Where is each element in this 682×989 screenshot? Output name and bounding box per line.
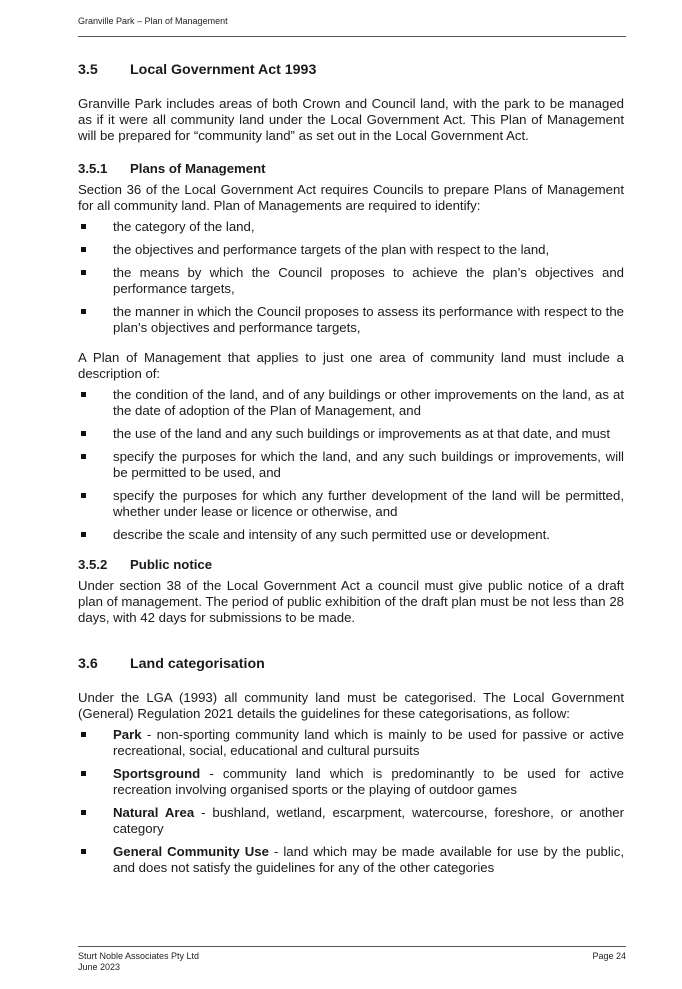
section-title: Land categorisation <box>130 656 265 672</box>
category-term: General Community Use <box>113 844 269 859</box>
list-item: the means by which the Council proposes to achieve the plan’s objectives and performance targets, <box>78 265 624 297</box>
section-number: 3.5.1 <box>78 161 108 176</box>
bullet-icon <box>81 270 86 275</box>
page-footer <box>78 946 626 973</box>
bullet-icon <box>81 454 86 459</box>
list-item: the manner in which the Council proposes to assess its performance with respect to the plan’s objectives and performance targets, <box>78 304 624 336</box>
section-3-5-1-heading <box>78 161 624 177</box>
section-number: 3.5.2 <box>78 557 108 572</box>
footer-company: Sturt Noble Associates Pty Ltd <box>78 951 200 961</box>
bullet-icon <box>81 732 86 737</box>
section-title: Local Government Act 1993 <box>130 62 317 78</box>
bullet-icon <box>81 493 86 498</box>
list-item: the category of the land, <box>78 219 624 235</box>
page-header <box>78 16 626 37</box>
header-title: Granville Park – Plan of Management <box>78 16 228 26</box>
bullet-icon <box>81 247 86 252</box>
section-title: Plans of Management <box>130 161 266 176</box>
identify-list <box>78 219 624 336</box>
section-3-5-heading <box>78 62 624 78</box>
category-description: - bushland, wetland, escarpment, watercourse, foreshore, or another category <box>113 805 625 836</box>
footer-date: June 2023 <box>78 962 121 972</box>
description-list <box>78 387 624 543</box>
category-term: Park <box>113 727 142 742</box>
list-item <box>78 805 624 837</box>
bullet-icon <box>81 810 86 815</box>
bullet-icon <box>81 532 86 537</box>
category-term: Natural Area <box>113 805 195 820</box>
section-number: 3.5 <box>78 62 98 78</box>
category-description: - land which may be made available for use by the public, and does not satisfy the guidelines for any of the other categories <box>113 844 624 875</box>
list-item: specify the purposes for which any further development of the land will be permitted, whether under lease or licence or otherwise, and <box>78 488 624 520</box>
list-item <box>78 727 624 759</box>
list-item: the condition of the land, and of any buildings or other improvements on the land, as at the date of adoption of the Plan of Management, and <box>78 387 624 419</box>
section-3-5-2-paragraph: Under section 38 of the Local Government Act a council must give public notice of a draft plan of management. The period of public exhibition of the draft plan must be not less than 28 days, with 42 days for submissions to be made. <box>78 578 624 625</box>
list-item <box>78 844 624 876</box>
page-number: Page 24 <box>592 951 626 961</box>
bullet-icon <box>81 392 86 397</box>
bullet-icon <box>81 309 86 314</box>
section-3-5-1-paragraph: Section 36 of the Local Government Act requires Councils to prepare Plans of Management for all community land. Plan of Managements are required to identify: <box>78 182 624 213</box>
section-3-5-1-paragraph-2: A Plan of Management that applies to just one area of community land must include a description of: <box>78 350 624 381</box>
section-3-5-paragraph: Granville Park includes areas of both Crown and Council land, with the park to be managed as if it were all community land under the Local Government Act. This Plan of Management will be prepared for “community land” as set out in the Local Government Act. <box>78 96 624 143</box>
category-list <box>78 727 624 876</box>
bullet-icon <box>81 431 86 436</box>
section-title: Public notice <box>130 557 213 572</box>
document-body <box>78 62 624 890</box>
list-item <box>78 766 624 798</box>
list-item: specify the purposes for which the land, and any such buildings or improvements, will be permitted to be used, and <box>78 449 624 481</box>
list-item: the use of the land and any such buildings or improvements as at that date, and must <box>78 426 624 442</box>
category-term: Sportsground <box>113 766 201 781</box>
bullet-icon <box>81 849 86 854</box>
list-item: the objectives and performance targets of the plan with respect to the land, <box>78 242 624 258</box>
section-3-5-2-heading <box>78 557 624 573</box>
category-description: - non-sporting community land which is mainly to be used for passive or active recreational, social, educational and cultural pursuits <box>113 727 624 758</box>
bullet-icon <box>81 224 86 229</box>
category-description: - community land which is predominantly to be used for active recreation involving organised sports or the playing of outdoor games <box>113 766 624 797</box>
section-3-6-paragraph: Under the LGA (1993) all community land must be categorised. The Local Government (General) Regulation 2021 details the guidelines for these categorisations, as follow: <box>78 690 624 721</box>
bullet-icon <box>81 771 86 776</box>
section-3-6-heading <box>78 656 624 672</box>
section-number: 3.6 <box>78 656 98 672</box>
list-item: describe the scale and intensity of any such permitted use or development. <box>78 527 624 543</box>
